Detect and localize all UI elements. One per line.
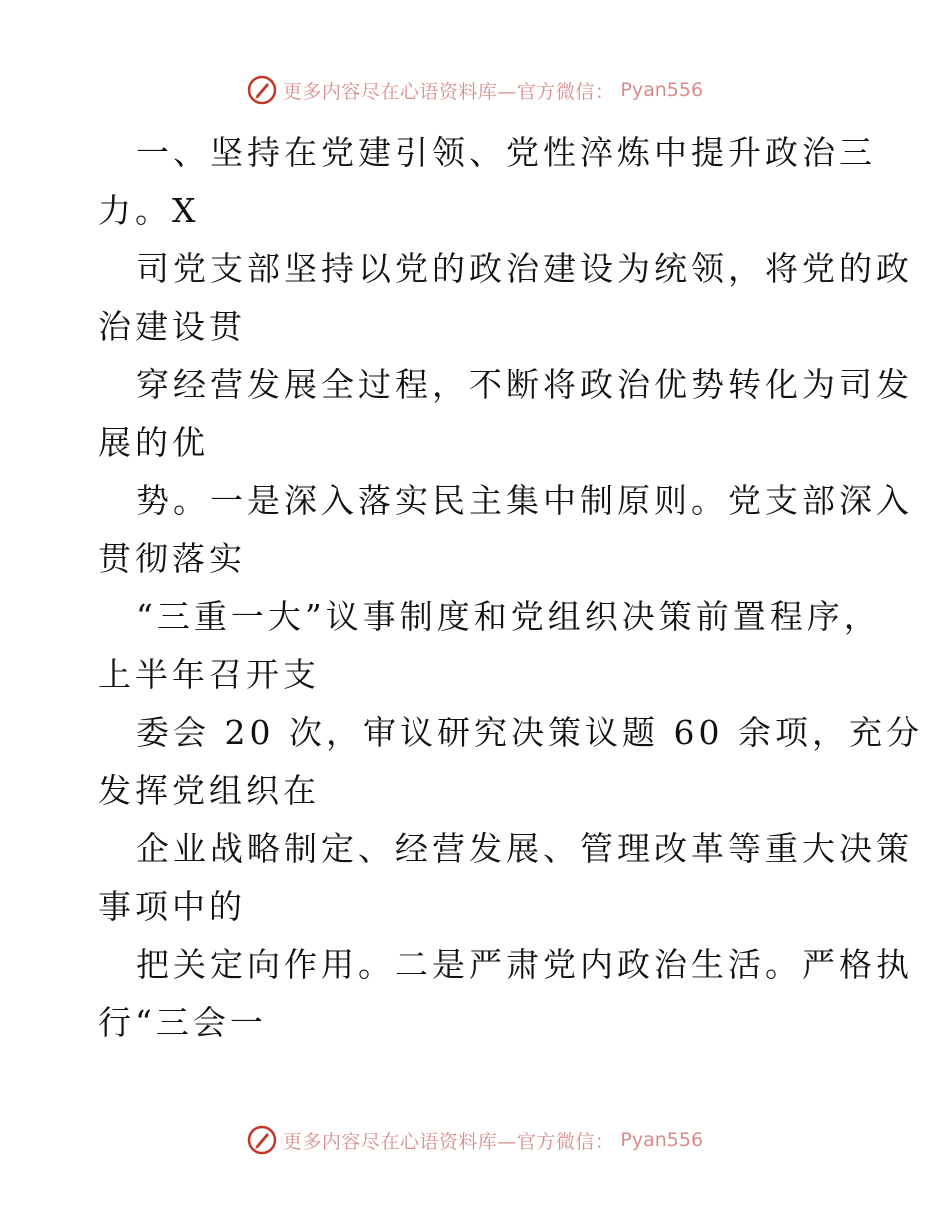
text-line: 力。X [98, 191, 200, 230]
text-line: 一、坚持在党建引领、党性淬炼中提升政治三 [136, 133, 876, 172]
watermark-text: 更多内容尽在心语资料库—官方微信： [282, 80, 615, 103]
text-line: 司党支部坚持以党的政治建设为统领，将党的政 [136, 249, 913, 288]
text-line: 行“三会一 [98, 1003, 267, 1042]
text-line: 委会 20 次，审议研究决策议题 60 余项，充分 [136, 713, 923, 752]
text-line: 穿经营发展全过程，不断将政治优势转化为司发 [136, 365, 913, 404]
text-line: 把关定向作用。二是严肃党内政治生活。严格执 [136, 945, 913, 984]
text-line: 贯彻落实 [98, 539, 246, 578]
text-line: 发挥党组织在 [98, 771, 320, 810]
text-line: 事项中的 [98, 887, 246, 926]
footer-watermark [0, 1124, 950, 1156]
quill-logo-icon [247, 1125, 277, 1155]
watermark-wechat-id: Pyan556 [620, 79, 704, 101]
text-line: 企业战略制定、经营发展、管理改革等重大决策 [136, 829, 913, 868]
document-body [98, 124, 923, 1052]
text-line: 治建设贯 [98, 307, 246, 346]
text-line: 展的优 [98, 423, 209, 462]
text-line: 上半年召开支 [98, 655, 320, 694]
text-line: “三重一大”议事制度和党组织决策前置程序， [136, 597, 881, 636]
watermark-wechat-id: Pyan556 [620, 1129, 704, 1151]
quill-logo-icon [247, 75, 277, 105]
text-line: 势。一是深入落实民主集中制原则。党支部深入 [136, 481, 913, 520]
watermark-text: 更多内容尽在心语资料库—官方微信： [282, 1130, 615, 1153]
header-watermark [0, 74, 950, 106]
